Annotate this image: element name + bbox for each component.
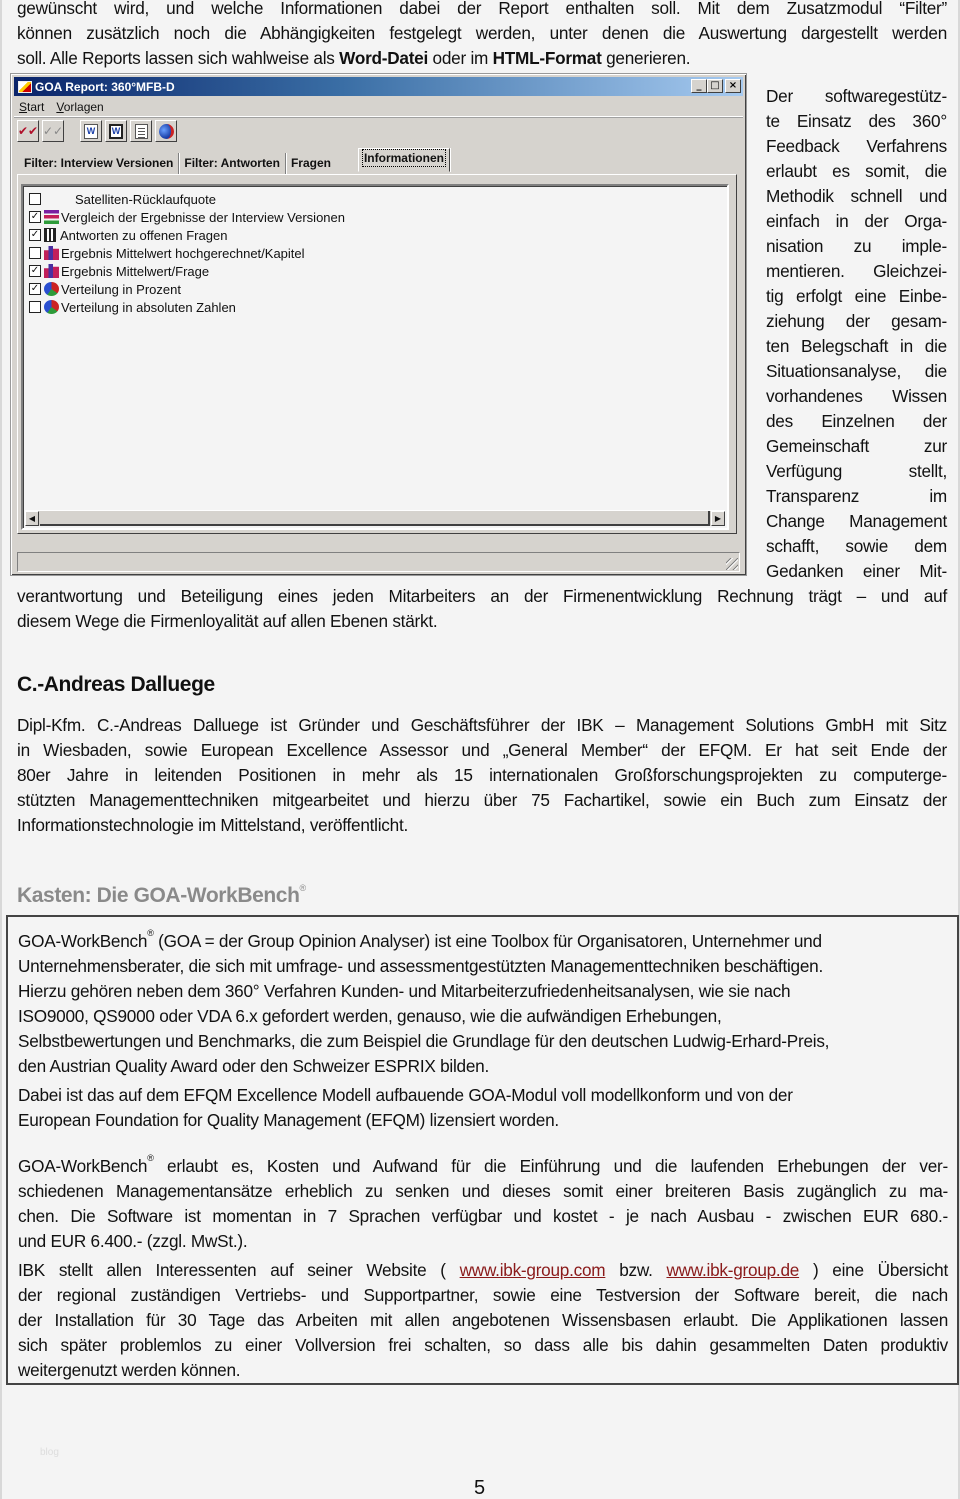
app-icon: [18, 81, 32, 93]
minimize-button[interactable]: _: [691, 79, 707, 93]
uncheck-all-icon: ✓✓: [42, 124, 64, 138]
text-line: diesem Wege die Firmenloyalität auf allen Ebenen stärkt.: [17, 611, 438, 631]
text-line: der regional zuständigen Vertriebs- und Supportpartner, sowie eine Testversion der Software bereit, die nach: [18, 1285, 948, 1305]
word-save-button[interactable]: [105, 120, 127, 142]
list-item-label: Ergebnis Mittelwert/Frage: [61, 263, 210, 279]
resize-grip-icon[interactable]: [726, 558, 738, 570]
list-item-mittelwert-frage[interactable]: [29, 262, 209, 280]
checkbox[interactable]: ✓: [30, 265, 40, 276]
list-item-label: Ergebnis Mittelwert hochgerechnet/Kapitel: [61, 245, 305, 261]
list-item-label: Satelliten-Rücklaufquote: [75, 191, 216, 207]
tab-label: Informationen: [363, 151, 444, 165]
bar-chart-horizontal-icon: [44, 210, 59, 224]
text-span: oder im: [428, 48, 493, 68]
text-line: ten Belegschaft in die: [766, 336, 947, 356]
scroll-right-button[interactable]: [711, 511, 725, 526]
text-line: [18, 1146, 948, 1179]
kasten-paragraph-2: [18, 1083, 948, 1133]
menu-vorlagen[interactable]: Vorlagen: [56, 99, 104, 114]
scrollbar-thumb[interactable]: [40, 511, 710, 526]
report-preview-icon: [135, 124, 148, 139]
author-heading: C.-Andreas Dalluege: [17, 673, 215, 696]
text-line: Informationstechnologie im Mittelstand, veröffentlicht.: [17, 815, 408, 835]
link-ibk-group-de[interactable]: www.ibk-group.de: [666, 1260, 800, 1280]
bar-chart-vertical-icon: [44, 246, 59, 260]
continuation-paragraph: [17, 584, 947, 634]
report-options-list: [21, 184, 729, 530]
text-line: Change Management: [766, 511, 947, 531]
word-document-icon: W: [84, 124, 98, 139]
list-item-vergleich[interactable]: [29, 208, 345, 226]
goa-report-window: [10, 73, 747, 576]
text-line: sich später problemlos zu einer Vollversion frei schalten, so dass alle bis dahin gesammelten Daten produktiv: [18, 1335, 948, 1355]
menu-start[interactable]: Start: [19, 99, 45, 114]
list-item-label: Verteilung in absoluten Zahlen: [61, 299, 236, 315]
text-line: schiedenen Managementansätze erheblich zu senken und dieses somit einer breiteren Basis zugänglich zu ma-: [18, 1181, 948, 1201]
html-export-icon: [159, 124, 174, 139]
toolbar: [14, 120, 177, 146]
text-line: Transparenz im: [766, 486, 947, 506]
html-export-button[interactable]: [155, 120, 177, 142]
text-line: vorhandenes Wissen: [766, 386, 947, 406]
text-span: (GOA = der Group Opinion Analyser) ist eine Toolbox für Organisatoren, Unternehmer und: [153, 931, 822, 951]
pie-chart-icon: [44, 300, 59, 314]
watermark: blog: [40, 1447, 59, 1458]
kasten-heading-text: Kasten: Die GOA-WorkBench: [17, 884, 300, 907]
text-line: schafft, sowie dem: [766, 536, 947, 556]
checkbox[interactable]: ✓: [30, 229, 40, 240]
text-line: stützten Managementtechniken mitgearbeitet und hierzu über 75 Fachartikel, sowie ein Buch zum Einsatz der: [17, 790, 947, 810]
text-line: ISO9000, QS9000 oder VDA 6.x gefordert werden, genauso, wie die aufwändigen Erhebungen,: [18, 1006, 722, 1026]
text-line: des Einzelnen der: [766, 411, 947, 431]
pie-chart-icon: [44, 282, 59, 296]
registered-mark: ®: [147, 928, 154, 938]
scroll-left-button[interactable]: [25, 511, 39, 526]
list-item-satelliten-ruecklaufquote[interactable]: [29, 190, 216, 208]
registered-mark: ®: [299, 883, 306, 893]
text-line: verantwortung und Beteiligung eines jeden Mitarbeiters an der Firmenentwicklung Rechnung trägt – und auf: [17, 586, 947, 606]
list-item-label: Antworten zu offenen Fragen: [60, 227, 228, 243]
kasten-paragraph-4: [18, 1258, 948, 1383]
text-line: Situationsanalyse, die: [766, 361, 947, 381]
text-line: Dabei ist das auf dem EFQM Excellence Modell aufbauende GOA-Modul voll modellkonform und von der: [18, 1085, 793, 1105]
blank-icon: [44, 192, 59, 206]
text-line: Dipl-Kfm. C.-Andreas Dalluege ist Gründer und Geschäftsführer der IBK – Management Solutions GmbH mit Sitz: [17, 715, 947, 735]
kasten-heading: [17, 876, 306, 908]
text-line: erlaubt es somit, die: [766, 161, 947, 181]
list-item-label: Verteilung in Prozent: [61, 281, 181, 297]
bold-html-format: HTML-Format: [492, 48, 602, 68]
close-button[interactable]: ×: [725, 79, 741, 93]
tab-filter-interview-versionen[interactable]: Filter: Interview Versionen: [19, 153, 179, 174]
text-span: ) eine Übersicht: [799, 1260, 948, 1280]
tab-strip: [19, 152, 450, 174]
text-span: erlaubt es, Kosten und Aufwand für die Einführung und die laufenden Erhebungen der ver-: [153, 1156, 948, 1176]
text-line: te Einsatz des 360°: [766, 111, 947, 131]
text-line: Gedanken einer Mit-: [766, 561, 947, 581]
text-line: nisation zu imple-: [766, 236, 947, 256]
text-line: Gemeinschaft zur: [766, 436, 947, 456]
list-item-mittelwert-kapitel[interactable]: [29, 244, 305, 262]
registered-mark: ®: [147, 1153, 154, 1163]
text-line: Unternehmensberater, die sich mit umfrage- und assessmentgestützten Managementtechniken beschäftigen.: [18, 956, 823, 976]
tab-filter-antworten[interactable]: Filter: Antworten: [179, 153, 286, 174]
menu-bar: [14, 97, 743, 117]
bar-chart-vertical-icon: [44, 264, 59, 278]
text-line: der Installation für 30 Tage das Arbeiten mit allen angebotenen Wissensbasen erlaubt. Die Applikationen lassen: [18, 1310, 948, 1330]
window-title: GOA Report: 360°MFB-D: [35, 79, 175, 94]
text-line: [18, 1258, 948, 1283]
side-column-text: [766, 84, 947, 584]
list-item-label: Vergleich der Ergebnisse der Interview Versionen: [61, 209, 345, 225]
text-line: ziehung der gesam-: [766, 311, 947, 331]
tab-informationen[interactable]: [358, 148, 450, 172]
text-line: [17, 46, 947, 71]
window-title-bar[interactable]: [14, 77, 743, 96]
tab-fragen[interactable]: Fragen: [290, 156, 331, 170]
arrow-right-icon: ▶: [714, 514, 722, 523]
text-line: chen. Die Software ist momentan in 7 Sprachen verfügbar und kostet - je nach Ausbau - zwischen EUR 680.-: [18, 1206, 948, 1226]
check-all-button[interactable]: [17, 120, 39, 142]
text-line: Feedback Verfahrens: [766, 136, 947, 156]
window-controls: [691, 79, 741, 93]
bold-word-datei: Word-Datei: [339, 48, 429, 68]
text-span: bzw.: [605, 1260, 667, 1280]
kasten-box: [6, 915, 959, 1385]
link-ibk-group-com[interactable]: www.ibk-group.com: [459, 1260, 606, 1280]
text-line: Verfügung stellt,: [766, 461, 947, 481]
text-line: Der softwaregestütz-: [766, 86, 947, 106]
list-item-antworten-offene-fragen[interactable]: [29, 226, 227, 244]
text-line: Methodik schnell und: [766, 186, 947, 206]
checkbox[interactable]: ✓: [30, 211, 40, 222]
text-span: generieren.: [601, 48, 691, 68]
text-line: [18, 921, 948, 954]
text-line: einfach in der Orga-: [766, 211, 947, 231]
list-item-verteilung-prozent[interactable]: [29, 280, 181, 298]
page-number: 5: [474, 1477, 486, 1499]
text-line: Selbstbewertungen und Benchmarks, die zum Beispiel die Grundlage für den deutschen Ludwig-Erhard-Preis,: [18, 1031, 830, 1051]
word-document-button[interactable]: [80, 120, 102, 142]
checkbox[interactable]: ✓: [30, 283, 40, 294]
brand-name: GOA-WorkBench: [18, 1156, 148, 1176]
text-grid-icon: [44, 228, 56, 242]
text-line: den Austrian Quality Award oder den Schweizer ESPRIX bilden.: [18, 1056, 489, 1076]
text-line: European Foundation for Quality Management (EFQM) lizensiert worden.: [18, 1110, 559, 1130]
text-line: gewünscht wird, und welche Informationen dabei der Report enthalten soll. Mit dem Zusatzmodul “Filter”: [17, 0, 947, 18]
kasten-paragraph-1: [18, 921, 948, 1079]
checkbox[interactable]: [29, 193, 41, 205]
text-span: soll. Alle Reports lassen sich wahlweise als: [17, 48, 340, 68]
check-all-icon: ✔✔: [17, 124, 39, 138]
brand-name: GOA-WorkBench: [18, 931, 148, 951]
horizontal-scrollbar[interactable]: [25, 510, 725, 526]
text-line: weitergenutzt werden können.: [18, 1360, 241, 1380]
checkbox[interactable]: [29, 301, 41, 313]
checkbox[interactable]: [29, 247, 41, 259]
status-bar: [17, 552, 740, 572]
uncheck-all-button[interactable]: [42, 120, 64, 142]
intro-paragraph: [17, 0, 947, 71]
text-line: Hierzu gehören neben dem 360° Verfahren Kunden- und Mitarbeiterzufriedenheitsanalysen, wie sie nach: [18, 981, 791, 1001]
list-item-verteilung-absolut[interactable]: [29, 298, 236, 316]
kasten-paragraph-3: [18, 1146, 948, 1254]
maximize-button[interactable]: □: [707, 79, 723, 93]
text-line: können zusätzlich noch die Abhängigkeiten festgelegt werden, unter denen die Auswertung dargestellt werden: [17, 23, 947, 43]
text-line: tig erfolgt eine Einbe-: [766, 286, 947, 306]
arrow-left-icon: ◀: [28, 514, 36, 523]
text-line: und EUR 6.400.- (zzgl. MwSt.).: [18, 1231, 248, 1251]
report-preview-button[interactable]: [130, 120, 152, 142]
text-line: mentieren. Gleichzei-: [766, 261, 947, 281]
text-line: 80er Jahre in leitenden Positionen in mehr als 15 internationalen Großforschungsprojekten zu computerge-: [17, 765, 947, 785]
text-span: IBK stellt allen Interessenten auf seiner Website (: [18, 1260, 460, 1280]
word-save-icon: W: [109, 124, 123, 139]
author-paragraph: [17, 713, 947, 838]
text-line: in Wiesbaden, sowie European Excellence Assessor und „General Member“ der EFQM. Er hat seit Ende der: [17, 740, 947, 760]
